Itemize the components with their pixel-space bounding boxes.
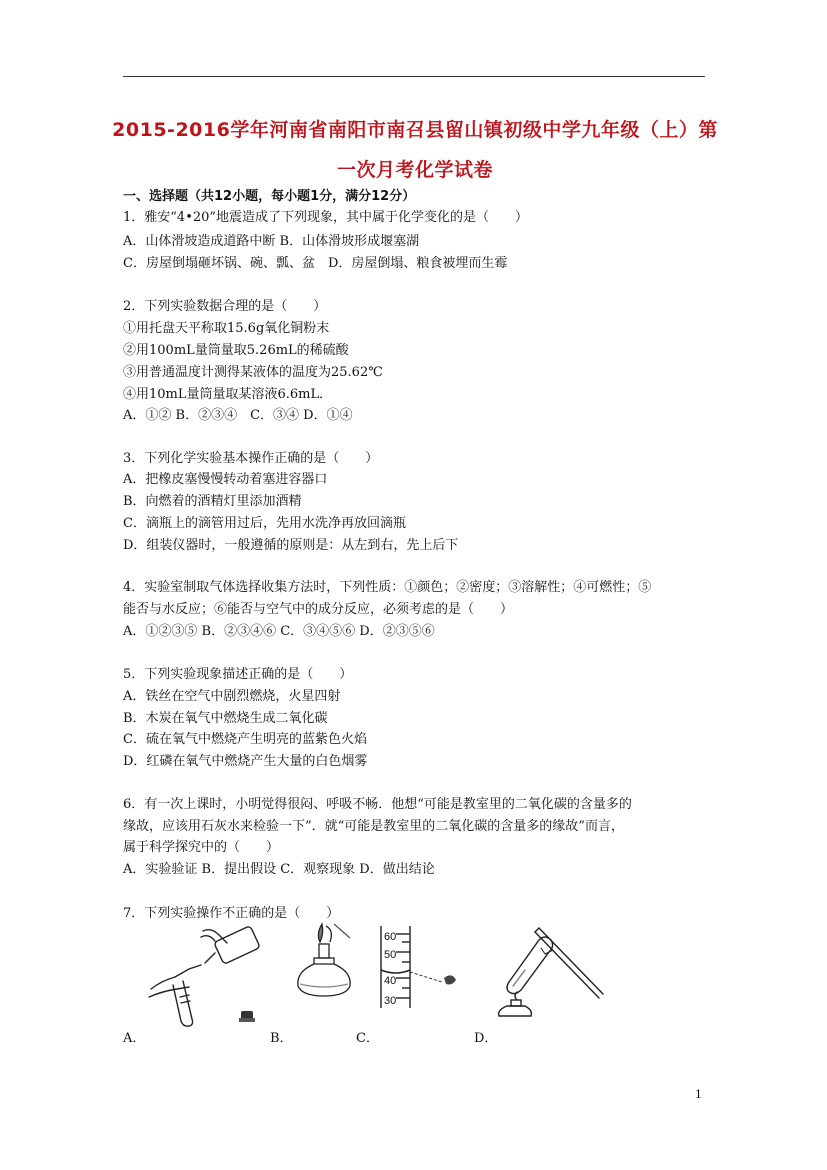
q3-option: B．向燃着的酒精灯里添加酒精 xyxy=(123,494,302,509)
cylinder-tick-label: 60 xyxy=(384,931,397,943)
q6-stem-cont: 属于科学探究中的（ ） xyxy=(123,840,280,855)
q3-option: C．滴瓶上的滴管用过后，先用水洗净再放回滴瓶 xyxy=(123,516,406,531)
q5-option: C．硫在氧气中燃烧产生明亮的蓝紫色火焰 xyxy=(123,732,367,747)
q6-options: A．实验验证 B．提出假设 C．观察现象 D．做出结论 xyxy=(123,862,435,877)
cylinder-tick-label: 30 xyxy=(384,995,397,1007)
q4-stem: 4．实验室制取气体选择收集方法时，下列性质：①颜色；②密度；③溶解性；④可燃性；⑤ xyxy=(123,580,652,595)
exam-title-line1: 2015-2016学年河南省南阳市南召县留山镇初级中学九年级（上）第 xyxy=(112,119,718,141)
q2-item: ②用100mL量筒量取5.26mL的稀硫酸 xyxy=(123,343,349,358)
cylinder-tick-label: 40 xyxy=(384,975,397,987)
figure-a-pouring-liquid xyxy=(145,925,270,1030)
figure-b-alcohol-lamp xyxy=(290,920,360,1002)
page-number: 1 xyxy=(695,1088,702,1101)
q4-options: A．①②③⑤ B．②③④⑥ C．③④⑤⑥ D．②③⑤⑥ xyxy=(123,624,435,639)
q3-option: D．组装仪器时，一般遵循的原则是：从左到右，先上后下 xyxy=(123,538,459,553)
q4-stem-cont: 能否与水反应；⑥能否与空气中的成分反应，必须考虑的是（ ） xyxy=(123,602,514,617)
q1-option-line: A．山体滑坡造成道路中断 B．山体滑坡形成堰塞湖 xyxy=(123,234,420,249)
q7-option-a: A． xyxy=(123,1031,146,1046)
exam-title-line2: 一次月考化学试卷 xyxy=(336,159,493,181)
q2-item: ④用10mL量筒量取某溶液6.6mL． xyxy=(123,387,333,402)
q5-stem: 5．下列实验现象描述正确的是（ ） xyxy=(123,667,353,682)
q2-item: ①用托盘天平称取15.6g氧化铜粉末 xyxy=(123,321,330,336)
q2-stem: 2．下列实验数据合理的是（ ） xyxy=(123,299,327,314)
q6-stem-cont: 缘故，应该用石灰水来检验一下”．就“可能是教室里的二氧化碳的含量多的缘故”而言， xyxy=(123,819,624,834)
q2-options: A．①② B．②③④ C．③④ D．①④ xyxy=(123,408,353,423)
q7-stem: 7．下列实验操作不正确的是（ ） xyxy=(123,906,340,921)
q7-option-d: D． xyxy=(474,1031,498,1046)
q3-option: A．把橡皮塞慢慢转动着塞进容器口 xyxy=(123,472,328,487)
q5-option: D．红磷在氧气中燃烧产生大量的白色烟雾 xyxy=(123,754,368,769)
q2-item: ③用普通温度计测得某液体的温度为25.62℃ xyxy=(123,365,383,380)
q7-option-c: C． xyxy=(356,1031,379,1046)
q7-option-b: B． xyxy=(270,1031,293,1046)
header-rule xyxy=(123,76,705,77)
q6-stem: 6．有一次上课时，小明觉得很闷、呼吸不畅．他想“可能是教室里的二氧化碳的含量多的 xyxy=(123,797,632,812)
cylinder-tick-label: 50 xyxy=(384,949,397,961)
q5-option: B．木炭在氧气中燃烧生成二氧化碳 xyxy=(123,711,328,726)
figure-c-graduated-cylinder xyxy=(376,922,466,1012)
q3-stem: 3．下列化学实验基本操作正确的是（ ） xyxy=(123,451,379,466)
q1-stem: 1．雅安“4•20”地震造成了下列现象，其中属于化学变化的是（ ） xyxy=(123,210,529,225)
q5-option: A．铁丝在空气中剧烈燃烧，火星四射 xyxy=(123,689,341,704)
figure-d-heating-test-tube xyxy=(495,920,607,1020)
section-heading: 一、选择题（共12小题，每小题1分，满分12分） xyxy=(123,189,416,204)
q1-option-line: C．房屋倒塌砸坏锅、碗、瓢、盆 D．房屋倒塌、粮食被埋而生霉 xyxy=(123,256,508,271)
